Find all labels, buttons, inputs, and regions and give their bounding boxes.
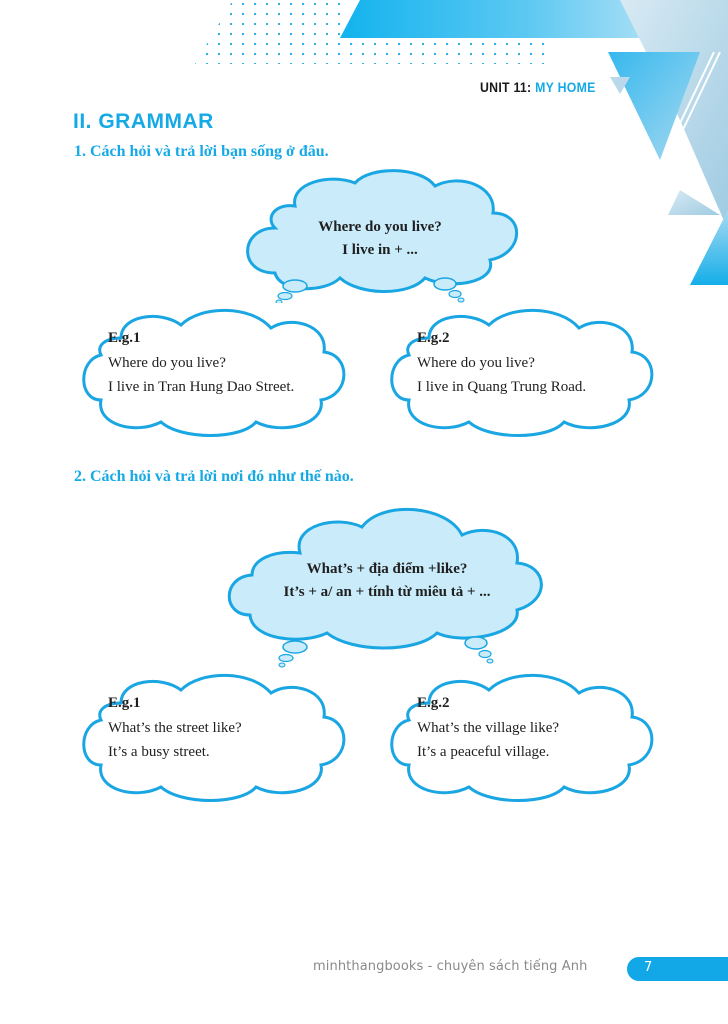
example-answer: I live in Tran Hung Dao Street. xyxy=(108,379,295,395)
example-cloud-1-1 xyxy=(76,300,356,440)
pattern-answer: It’s + a/ an + tính từ miêu tả + ... xyxy=(283,584,491,600)
page-number: 7 xyxy=(644,960,653,975)
example-question: Where do you live? xyxy=(108,354,226,371)
example-answer: It’s a peaceful village. xyxy=(417,744,550,760)
example-label: E.g.2 xyxy=(417,330,450,346)
publisher-footer: minhthangbooks - chuyên sách tiếng Anh xyxy=(313,959,588,974)
unit-topic: MY HOME xyxy=(535,79,596,95)
example-label: E.g.1 xyxy=(108,695,141,711)
example-label: E.g.1 xyxy=(108,330,141,346)
example-question: Where do you live? xyxy=(417,354,535,371)
pattern-question: What’s + địa điểm +like? xyxy=(306,561,468,577)
part1-heading: 1. Cách hỏi và trả lời bạn sống ở đâu. xyxy=(74,143,329,160)
example-label: E.g.2 xyxy=(417,695,450,711)
example-cloud-2-2 xyxy=(384,665,664,805)
pattern-answer: I live in + ... xyxy=(342,242,418,258)
example-question: What’s the street like? xyxy=(108,719,242,736)
example-answer: I live in Quang Trung Road. xyxy=(417,379,587,395)
pattern-cloud-2 xyxy=(222,505,552,670)
example-cloud-2-1 xyxy=(76,665,356,805)
unit-title xyxy=(480,79,596,95)
example-question: What’s the village like? xyxy=(417,719,560,736)
pattern-cloud-1 xyxy=(235,168,525,303)
section-title: II. GRAMMAR xyxy=(73,110,214,133)
unit-label: UNIT 11: xyxy=(480,79,536,95)
pattern-question: Where do you live? xyxy=(318,219,442,235)
example-cloud-1-2 xyxy=(384,300,664,440)
example-answer: It’s a busy street. xyxy=(108,744,210,760)
part2-heading: 2. Cách hỏi và trả lời nơi đó như thế nào. xyxy=(74,468,354,485)
page-number-badge xyxy=(627,957,728,981)
